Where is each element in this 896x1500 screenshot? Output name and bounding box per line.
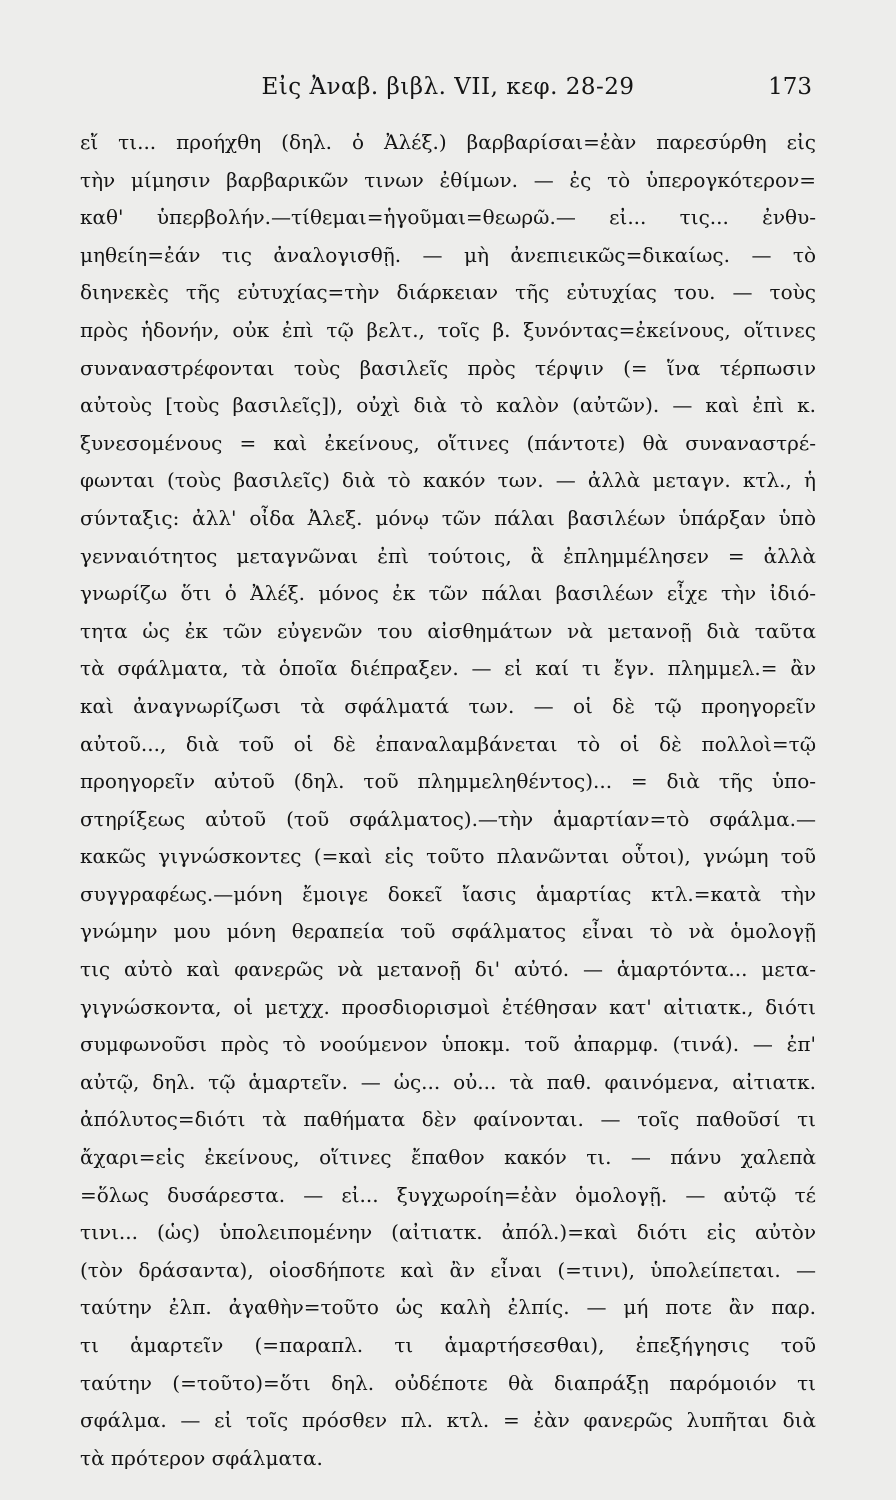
text-line: αὐτοῦ..., διὰ τοῦ οἱ δὲ ἐπαναλαμβάνεται τὸ οἱ δὲ πολλοὶ=τῷ (80, 731, 816, 756)
text-line: γνωρίζω ὅτι ὁ Ἀλέξ. μόνος ἐκ τῶν πάλαι βασιλέων εἶχε τὴν ἰδιό- (80, 581, 816, 606)
text-line: γιγνώσκοντα, οἱ μετχχ. προσδιορισμοὶ ἐτέθησαν κατ' αἰτιατκ., διότι (80, 994, 816, 1019)
text-line: μηθείη=ἐάν τις ἀναλογισθῇ. — μὴ ἀνεπιεικῶς=δικαίως. — τὸ (80, 242, 816, 267)
text-line: αὐτοὺς [τοὺς βασιλεῖς]), οὐχὶ διὰ τὸ καλὸν (αὐτῶν). — καὶ ἐπὶ κ. (80, 393, 816, 418)
text-line: τις αὐτὸ καὶ φανερῶς νὰ μετανοῇ δι' αὐτό. — ἁμαρτόντα... μετα- (80, 957, 816, 982)
running-title: Εἰς Ἀναβ. βιβλ. VII, κεφ. 28-29 (261, 74, 635, 100)
text-line: διηνεκὲς τῆς εὐτυχίας=τὴν διάρκειαν τῆς εὐτυχίας του. — τοὺς (80, 280, 816, 305)
text-line: ταύτην (=τοῦτο)=ὅτι δηλ. οὐδέποτε θὰ διαπράξῃ παρόμοιόν τι (80, 1370, 816, 1395)
text-line: εἴ τι... προήχθη (δηλ. ὁ Ἀλέξ.) βαρβαρίσαι=ἐὰν παρεσύρθη εἰς (80, 130, 816, 154)
text-line: τὰ πρότερον σφάλματα. (80, 1445, 323, 1470)
text-line: τὴν μίμησιν βαρβαρικῶν τινων ἐθίμων. — ἐς τὸ ὑπερογκότερον= (80, 167, 816, 192)
page-header (80, 74, 816, 114)
text-line: συμφωνοῦσι πρὸς τὸ νοούμενον ὑποκμ. τοῦ ἀπαρμφ. (τινά). — ἐπ' (80, 1032, 816, 1057)
text-line: τητα ὡς ἐκ τῶν εὐγενῶν του αἰσθημάτων νὰ μετανοῇ διὰ ταῦτα (80, 618, 816, 643)
page-number: 173 (768, 74, 812, 100)
text-line: τι ἁμαρτεῖν (=παραπλ. τι ἁμαρτήσεσθαι), ἐπεξήγησις τοῦ (80, 1333, 816, 1357)
text-line: ἄχαρι=εἰς ἐκείνους, οἵτινες ἔπαθον κακόν τι. — πάνυ χαλεπὰ (80, 1145, 816, 1170)
text-line: ἀπόλυτος=διότι τὰ παθήματα δὲν φαίνονται. — τοῖς παθοῦσί τι (80, 1107, 816, 1132)
text-line: προηγορεῖν αὐτοῦ (δηλ. τοῦ πλημμεληθέντος)... = διὰ τῆς ὑπο- (80, 769, 816, 794)
text-line: σύνταξις: ἀλλ' οἶδα Ἀλεξ. μόνῳ τῶν πάλαι βασιλέων ὑπάρξαν ὑπὸ (80, 505, 816, 530)
text-line: τὰ σφάλματα, τὰ ὁποῖα διέπραξεν. — εἰ καί τι ἔγν. πλημμελ.= ἂν (80, 656, 816, 681)
text-line: συναναστρέφονται τοὺς βασιλεῖς πρὸς τέρψιν (= ἵνα τέρπωσιν (80, 355, 816, 380)
text-line: γνώμην μου μόνη θεραπεία τοῦ σφάλματος εἶναι τὸ νὰ ὁμολογῇ (80, 919, 816, 944)
text-line: φωνται (τοὺς βασιλεῖς) διὰ τὸ κακόν των. — ἀλλὰ μεταγν. κτλ., ἡ (80, 468, 816, 493)
text-line: ξυνεσομένους = καὶ ἐκείνους, οἵτινες (πάντοτε) θὰ συναναστρέ- (80, 430, 816, 455)
text-line: πρὸς ἡδονήν, οὐκ ἐπὶ τῷ βελτ., τοῖς β. ξυνόντας=ἐκείνους, οἵτινες (80, 317, 816, 342)
text-line: γενναιότητος μεταγνῶναι ἐπὶ τούτοις, ἃ ἐπλημμέλησεν = ἀλλὰ (80, 543, 816, 568)
text-line: ταύτην ἐλπ. ἀγαθὴν=τοῦτο ὡς καλὴ ἐλπίς. — μή ποτε ἂν παρ. (80, 1295, 816, 1320)
text-line: καθ' ὑπερβολήν.—τίθεμαι=ἡγοῦμαι=θεωρῶ.— εἰ... τις... ἐνθυ- (80, 205, 816, 230)
text-line: τινι... (ὡς) ὑπολειπομένην (αἰτιατκ. ἀπόλ.)=καὶ διότι εἰς αὐτὸν (80, 1220, 816, 1245)
text-line: στηρίξεως αὐτοῦ (τοῦ σφάλματος).—τὴν ἁμαρτίαν=τὸ σφάλμα.— (80, 806, 816, 831)
text-line: κακῶς γιγνώσκοντες (=καὶ εἰς τοῦτο πλανῶνται οὗτοι), γνώμη τοῦ (80, 844, 816, 869)
commentary-text (80, 124, 816, 1477)
text-line: καὶ ἀναγνωρίζωσι τὰ σφάλματά των. — οἱ δὲ τῷ προηγορεῖν (80, 693, 816, 718)
text-line: (τὸν δράσαντα), οἱοσδήποτε καὶ ἂν εἶναι (=τινι), ὑπολείπεται. — (80, 1257, 816, 1282)
text-line: αὐτῷ, δηλ. τῷ ἁμαρτεῖν. — ὡς... οὐ... τὰ παθ. φαινόμενα, αἰτιατκ. (80, 1069, 816, 1094)
text-line: σφάλμα. — εἰ τοῖς πρόσθεν πλ. κτλ. = ἐὰν φανερῶς λυπῆται διὰ (80, 1408, 816, 1433)
text-line: συγγραφέως.—μόνη ἔμοιγε δοκεῖ ἴασις ἁμαρτίας κτλ.=κατὰ τὴν (80, 881, 816, 906)
text-line: =ὅλως δυσάρεστα. — εἰ... ξυγχωροίη=ἐὰν ὁμολογῇ. — αὐτῷ τέ (80, 1182, 816, 1207)
